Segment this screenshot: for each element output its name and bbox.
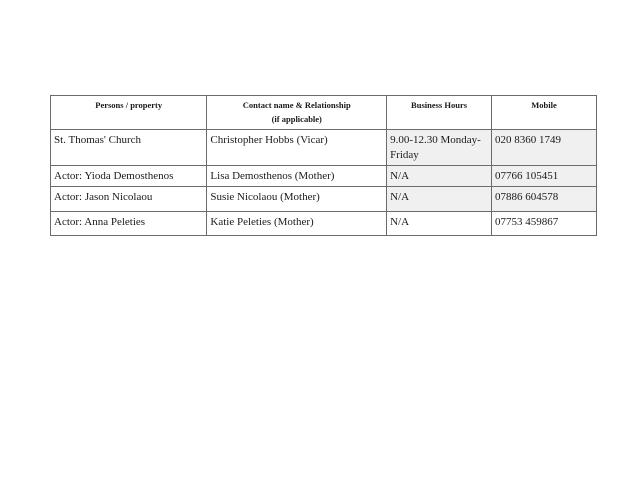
header-persons: Persons / property xyxy=(51,96,207,130)
header-hours: Business Hours xyxy=(387,96,492,130)
cell-mobile: 07886 604578 xyxy=(492,187,597,212)
table-row xyxy=(51,130,597,166)
cell-hours: N/A xyxy=(387,212,492,236)
cell-mobile: 07766 105451 xyxy=(492,166,597,187)
table-row xyxy=(51,187,597,212)
table-row xyxy=(51,166,597,187)
cell-persons: Actor: Jason Nicolaou xyxy=(51,187,207,212)
header-contact xyxy=(207,96,387,130)
cell-contact: Katie Peleties (Mother) xyxy=(207,212,387,236)
cell-mobile: 07753 459867 xyxy=(492,212,597,236)
header-mobile: Mobile xyxy=(492,96,597,130)
contacts-table xyxy=(50,95,597,236)
cell-contact: Lisa Demosthenos (Mother) xyxy=(207,166,387,187)
cell-persons: Actor: Anna Peleties xyxy=(51,212,207,236)
cell-persons: St. Thomas' Church xyxy=(51,130,207,166)
cell-contact: Susie Nicolaou (Mother) xyxy=(207,187,387,212)
header-contact-line1: Contact name & Relationship xyxy=(242,100,351,110)
table-header-row xyxy=(51,96,597,130)
table-row xyxy=(51,212,597,236)
cell-hours: N/A xyxy=(387,187,492,212)
cell-hours: N/A xyxy=(387,166,492,187)
cell-persons: Actor: Yioda Demosthenos xyxy=(51,166,207,187)
cell-hours: 9.00-12.30 Monday-Friday xyxy=(387,130,492,166)
cell-contact: Christopher Hobbs (Vicar) xyxy=(207,130,387,166)
cell-mobile: 020 8360 1749 xyxy=(492,130,597,166)
header-contact-line2: (if applicable) xyxy=(271,114,322,124)
